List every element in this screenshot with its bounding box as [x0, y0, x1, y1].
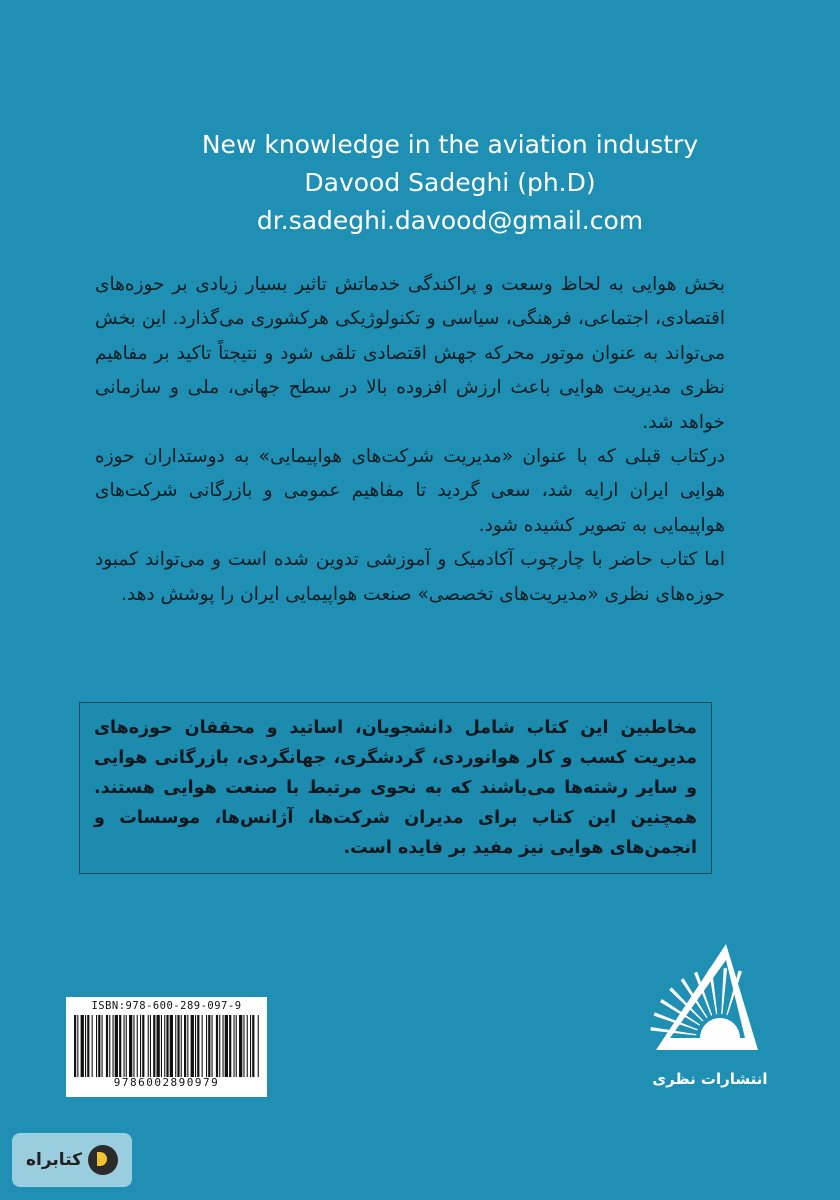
english-header — [150, 126, 750, 240]
author-name-en: Davood Sadeghi (ph.D) — [304, 168, 596, 197]
ketabrah-watermark — [12, 1133, 132, 1187]
publisher-logo-icon — [648, 940, 768, 1060]
isbn-label: ISBN:978-600-289-097-9 — [91, 1000, 242, 1012]
barcode-bars — [72, 1015, 261, 1077]
description-paragraph-1: بخش هوایی به لحاظ وسعت و پراکندگی خدماتش تاثیر بسیار زیادی بر حوزه‌های اقتصادی، اجتماعی، فرهنگی، سیاسی و تکنولوژیکی هرکشوری می‌گذارد. این بخش می‌تواند به عنوان موتور محرکه جهش اقتصادی تلقی شود و نتیجتاً تاکید بر مفاهیم نظری مدیریت هوایی باعث ارزش افزوده بالا در سطح جهانی، ملی و سازمانی خواهد شد. — [95, 274, 725, 433]
description-paragraph-3: اما کتاب حاضر با چارچوب آکادمیک و آموزشی تدوین شده است و می‌تواند کمبود حوزه‌های نظری «مدیریت‌های تخصصی» صنعت هواپیمایی ایران را پوشش دهد. — [95, 549, 725, 605]
description-text — [95, 268, 725, 612]
audience-box — [79, 702, 712, 874]
author-email: dr.sadeghi.davood@gmail.com — [256, 206, 644, 235]
ketabrah-logo-icon — [88, 1145, 118, 1175]
barcode-digits: 9786002890979 — [113, 1076, 220, 1089]
publisher-name: انتشارات نظری — [652, 1070, 768, 1088]
audience-text: مخاطبین این کتاب شامل دانشجویان، اساتید و محققان حوزه‌های مدیریت کسب و کار هوانوردی، گردشگری، جهانگردی، بازرگانی هوایی و سایر رشته‌ها می‌باشند که به نحوی مرتبط با صنعت هوایی هستند. همچنین این کتاب برای مدیران شرکت‌ها، آژانس‌ها، موسسات و انجمن‌های هوایی نیز مفید بر فایده است. — [94, 718, 697, 858]
isbn-barcode — [66, 997, 267, 1097]
description-paragraph-2: درکتاب قبلی که با عنوان «مدیریت شرکت‌های هواپیمایی» به دوستداران حوزه هوایی ایران ارایه شد، سعی گردید تا مفاهیم عمومی و بازرگانی شرکت‌های هواپیمایی به تصویر کشیده شود. — [95, 446, 725, 536]
watermark-text: کتابراه — [25, 1150, 83, 1170]
book-title-en: New knowledge in the aviation industry — [201, 130, 699, 159]
